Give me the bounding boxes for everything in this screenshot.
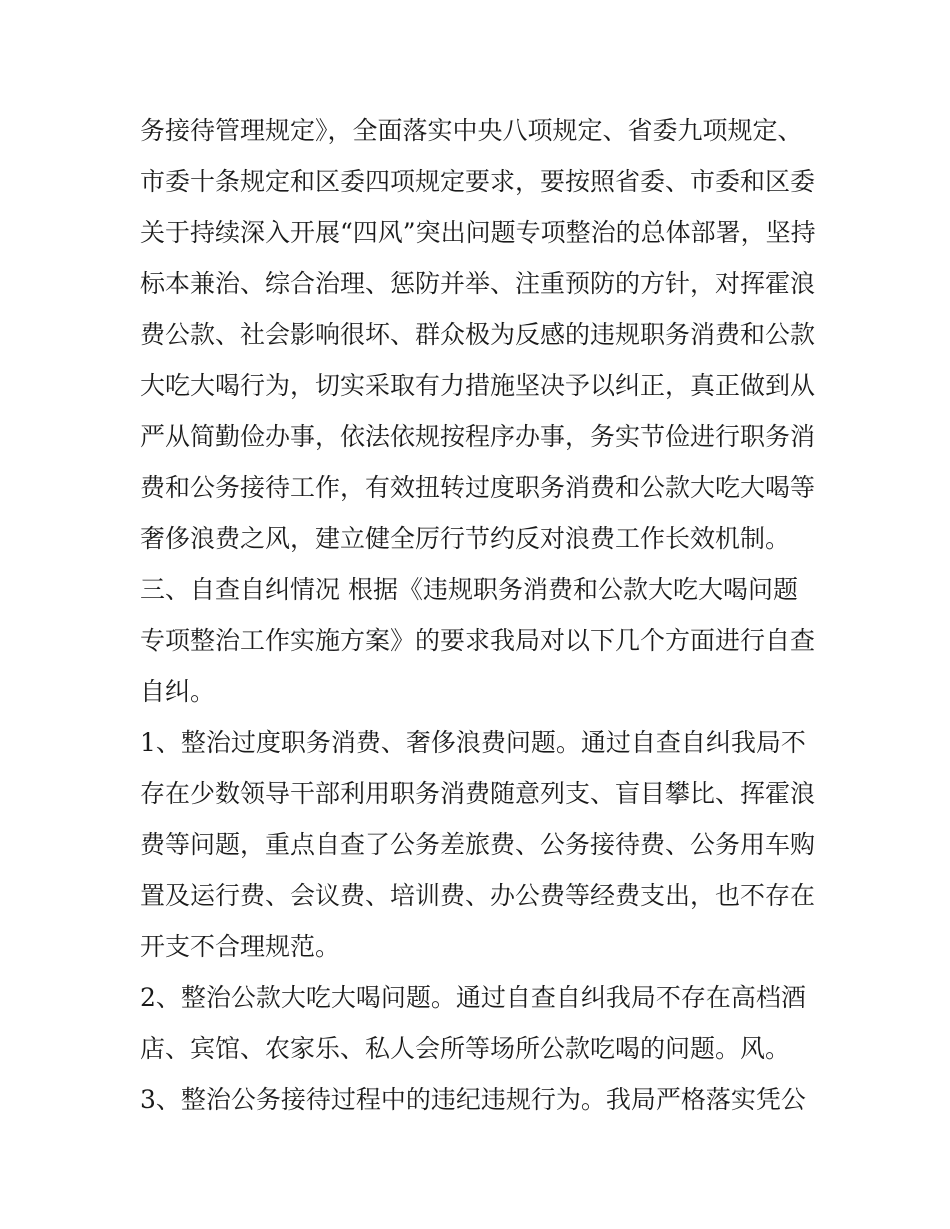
text-line: 关于持续深入开展“四风”突出问题专项整治的总体部署，坚持	[140, 218, 816, 247]
text-line: 店、宾馆、农家乐、私人会所等场所公款吃喝的问题。风。	[140, 1034, 791, 1063]
text-line: 自纠。	[140, 677, 216, 706]
text-line: 专项整治工作实施方案》的要求我局对以下几个方面进行自查	[140, 626, 816, 655]
text-line: 奢侈浪费之风，建立健全厉行节约反对浪费工作长效机制。	[140, 524, 791, 553]
text-line: 置及运行费、会议费、培训费、办公费等经费支出，也不存在	[140, 881, 816, 910]
text-line: 开支不合理规范。	[140, 932, 341, 961]
text-line: 大吃大喝行为，切实采取有力措施坚决予以纠正，真正做到从	[140, 371, 816, 400]
list-item-line: 1、整治过度职务消费、奢侈浪费问题。通过自查自纠我局不	[140, 728, 806, 757]
text-line: 务接待管理规定》，全面落实中央八项规定、省委九项规定、	[140, 116, 803, 145]
document-body	[140, 105, 820, 1125]
text-line: 严从简勤俭办事，依法依规按程序办事，务实节俭进行职务消	[140, 422, 816, 451]
text-line: 存在少数领导干部利用职务消费随意列支、盲目攀比、挥霍浪	[140, 779, 816, 808]
text-line: 费等问题，重点自查了公务差旅费、公务接待费、公务用车购	[140, 830, 816, 859]
text-line: 费公款、社会影响很坏、群众极为反感的违规职务消费和公款	[140, 320, 816, 349]
list-item-line: 3、整治公务接待过程中的违纪违规行为。我局严格落实凭公	[140, 1085, 806, 1114]
text-line: 市委十条规定和区委四项规定要求，要按照省委、市委和区委	[140, 167, 816, 196]
text-line: 标本兼治、综合治理、惩防并举、注重预防的方针，对挥霍浪	[140, 269, 816, 298]
list-item-line: 2、整治公款大吃大喝问题。通过自查自纠我局不存在高档酒	[140, 983, 806, 1012]
text-line: 费和公务接待工作，有效扭转过度职务消费和公款大吃大喝等	[140, 473, 816, 502]
section-heading-line: 三、自查自纠情况 根据《违规职务消费和公款大吃大喝问题	[140, 575, 798, 604]
